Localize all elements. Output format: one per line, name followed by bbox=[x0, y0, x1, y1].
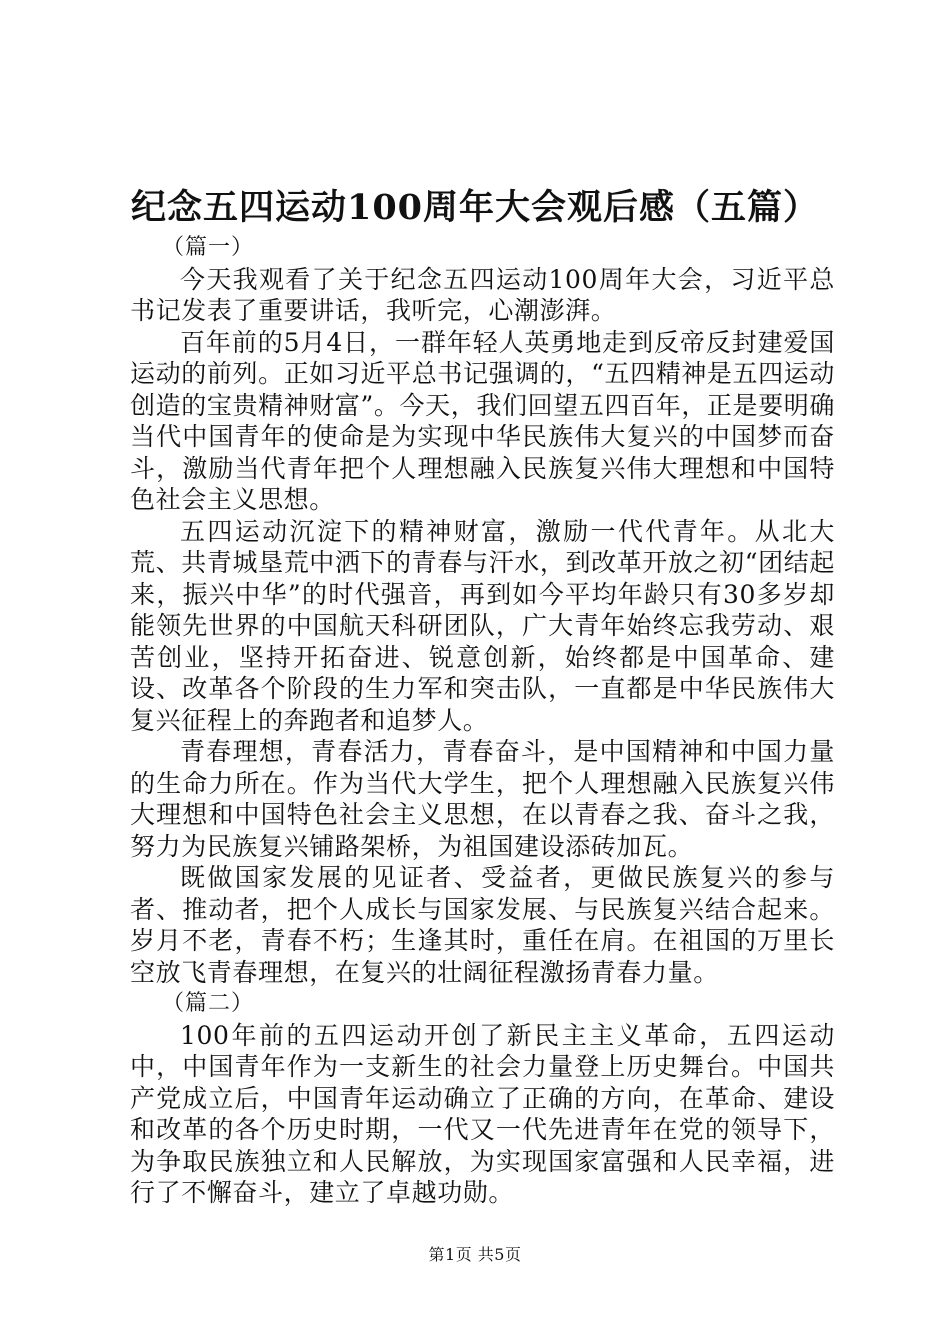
paragraph: 五四运动沉淀下的精神财富，激励一代代青年。从北大荒、共青城垦荒中洒下的青春与汗水，到改革开放之初“团结起来，振兴中华”的时代强音，再到如今平均年龄只有30多岁却能领先世界的中国航天科研团队，广大青年始终忘我劳动、艰苦创业，坚持开拓奋进、锐意创新，始终都是中国革命、建设、改革各个阶段的生力军和突击队，一直都是中华民族伟大复兴征程上的奔跑者和追梦人。 bbox=[130, 516, 835, 735]
paragraph: 百年前的5月4日，一群年轻人英勇地走到反帝反封建爱国运动的前列。正如习近平总书记强调的，“五四精神是五四运动创造的宝贵精神财富”。今天，我们回望五四百年，正是要明确当代中国青年的使命是为实现中华民族伟大复兴的中国梦而奋斗，激励当代青年把个人理想融入民族复兴伟大理想和中国特色社会主义思想。 bbox=[130, 327, 835, 514]
section-heading: （篇二） bbox=[162, 991, 255, 1016]
paragraph: 既做国家发展的见证者、受益者，更做民族复兴的参与者、推动者，把个人成长与国家发展、与民族复兴结合起来。岁月不老，青春不朽；生逢其时，重任在肩。在祖国的万里长空放飞青春理想，在复兴的壮阔征程激扬青春力量。 bbox=[130, 863, 835, 987]
page-footer: 第1页 共5页 bbox=[428, 1245, 522, 1264]
section-heading: （篇一） bbox=[162, 235, 255, 260]
paragraph: 100年前的五四运动开创了新民主主义革命，五四运动中，中国青年作为一支新生的社会力量登上历史舞台。中国共产党成立后，中国青年运动确立了正确的方向，在革命、建设和改革的各个历史时期，一代又一代先进青年在党的领导下，为争取民族独立和人民解放，为实现国家富强和人民幸福，进行了不懈奋斗，建立了卓越功勋。 bbox=[130, 1020, 835, 1207]
document-title: 纪念五四运动100周年大会观后感（五篇） bbox=[130, 187, 820, 228]
document-body bbox=[130, 232, 835, 1209]
paragraph: 今天我观看了关于纪念五四运动100周年大会，习近平总书记发表了重要讲话，我听完，心潮澎湃。 bbox=[130, 264, 835, 325]
paragraph: 青春理想，青春活力，青春奋斗，是中国精神和中国力量的生命力所在。作为当代大学生，把个人理想融入民族复兴伟大理想和中国特色社会主义思想，在以青春之我、奋斗之我，努力为民族复兴铺路架桥，为祖国建设添砖加瓦。 bbox=[130, 737, 835, 861]
